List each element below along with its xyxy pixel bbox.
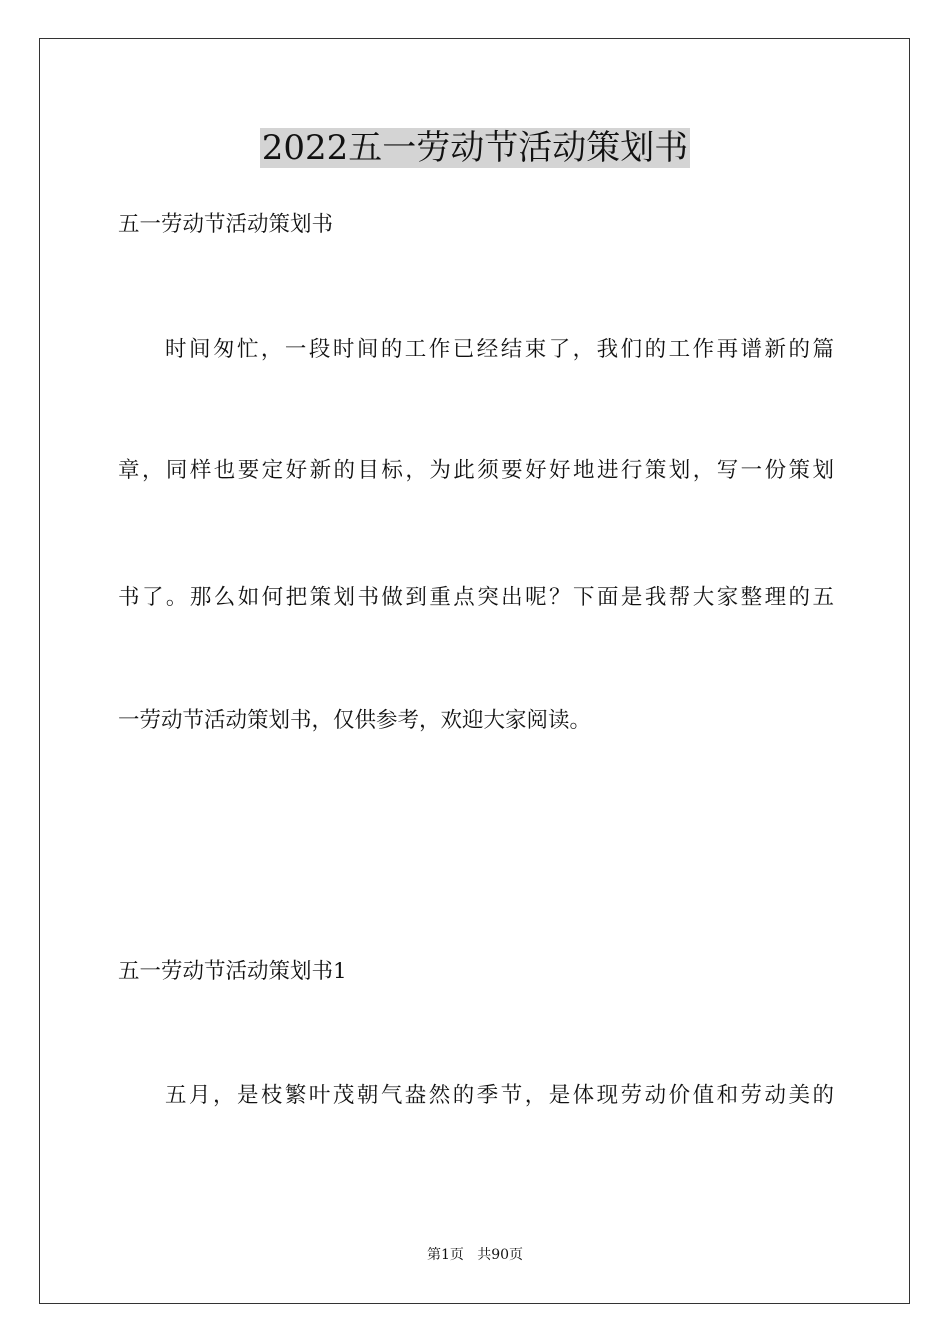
page-number-footer: 第1页 共90页 [426, 1247, 524, 1263]
section-line-1: 五月，是枝繁叶茂朝气盎然的季节，是体现劳动价值和劳动美的 [165, 1083, 834, 1108]
intro-line-2: 章，同样也要定好新的目标，为此须要好好地进行策划，写一份策划 [118, 458, 834, 483]
document-subtitle: 五一劳动节活动策划书 [118, 212, 334, 237]
intro-line-4: 一劳动节活动策划书，仅供参考，欢迎大家阅读。 [118, 708, 592, 733]
document-title-text: 2022五一劳动节活动策划书 [261, 128, 689, 168]
intro-line-1: 时间匆忙，一段时间的工作已经结束了，我们的工作再谱新的篇 [165, 337, 834, 362]
intro-line-3: 书了。那么如何把策划书做到重点突出呢？下面是我帮大家整理的五 [118, 585, 834, 610]
section-heading: 五一劳动节活动策划书1 [118, 959, 347, 984]
document-title [0, 124, 950, 172]
